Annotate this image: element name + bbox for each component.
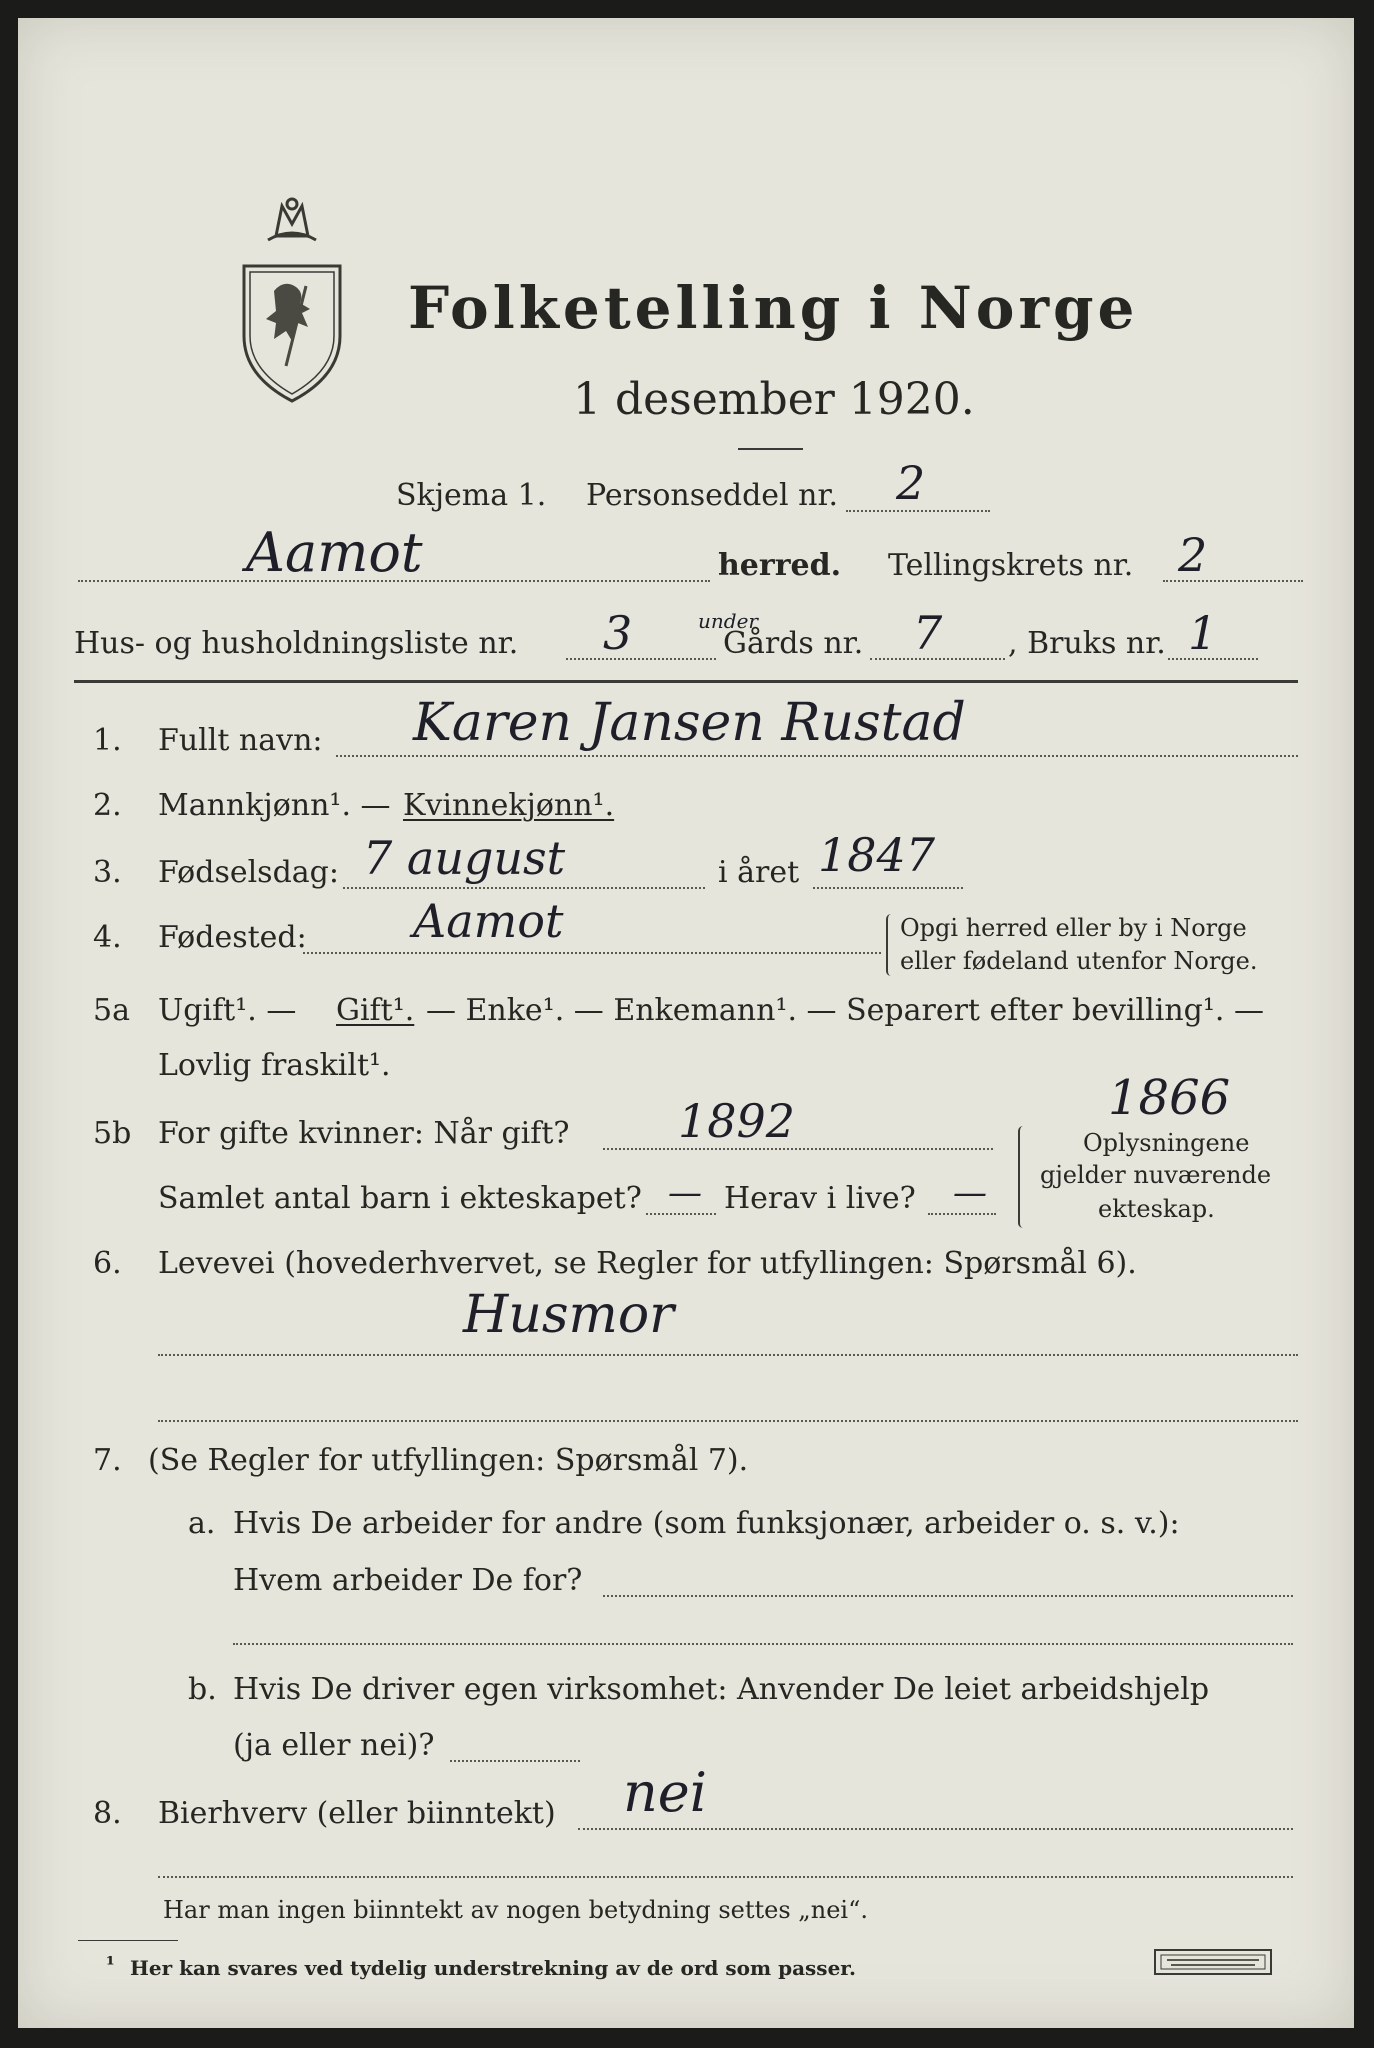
herred-value: Aamot bbox=[246, 521, 423, 584]
hus-label: Hus- og husholdningsliste nr. bbox=[74, 626, 519, 661]
personseddel-line bbox=[846, 510, 990, 512]
q3-day-value: 7 august bbox=[363, 831, 566, 885]
q3-day-line bbox=[343, 887, 705, 889]
q7a-line2: Hvem arbeider De for? bbox=[233, 1563, 583, 1598]
census-date: 1 desember 1920. bbox=[573, 374, 975, 425]
q5b-corrected: 1866 bbox=[1108, 1070, 1231, 1126]
q4-number: 4. bbox=[93, 920, 122, 955]
q3-number: 3. bbox=[93, 855, 122, 890]
q6-line1 bbox=[158, 1354, 1298, 1356]
q8-label: Bierhverv (eller biinntekt) bbox=[158, 1796, 556, 1831]
q8-value: nei bbox=[623, 1761, 708, 1824]
q5b-line bbox=[603, 1148, 993, 1150]
hus-line bbox=[566, 658, 716, 660]
q5a-line2: Lovlig fraskilt¹. bbox=[158, 1048, 391, 1083]
norwegian-lion-shield-icon bbox=[236, 196, 348, 406]
q1-value: Karen Jansen Rustad bbox=[413, 693, 966, 753]
q7b-line2: (ja eller nei)? bbox=[233, 1728, 435, 1763]
q5b-note-line2: gjelder nuværende bbox=[1040, 1161, 1272, 1189]
footnote-mark: ¹ bbox=[106, 1952, 115, 1976]
gards-value: 7 bbox=[913, 606, 943, 660]
q5b-alive-value: — bbox=[953, 1173, 987, 1213]
q8-number: 8. bbox=[93, 1796, 122, 1831]
q5b-value: 1892 bbox=[678, 1094, 796, 1148]
tellingskrets-label: Tellingskrets nr. bbox=[888, 548, 1134, 583]
q4-note-line2: eller fødeland utenfor Norge. bbox=[900, 947, 1258, 975]
q5b-alive-label: Herav i live? bbox=[724, 1181, 916, 1216]
personseddel-value: 2 bbox=[896, 456, 926, 510]
header-divider bbox=[74, 680, 1298, 683]
q5b-children-value: — bbox=[668, 1173, 702, 1213]
q7a-number: a. bbox=[188, 1506, 216, 1541]
tellingskrets-value: 2 bbox=[1178, 528, 1208, 582]
q3-year-label: i året bbox=[718, 855, 800, 890]
q4-line bbox=[303, 952, 881, 954]
gards-label: Gårds nr. bbox=[723, 626, 864, 661]
form-title: Folketelling i Norge bbox=[408, 274, 1139, 342]
census-form-sheet bbox=[18, 18, 1354, 2028]
q5b-number: 5b bbox=[93, 1116, 132, 1151]
q7b-answer-line bbox=[450, 1760, 580, 1762]
personseddel-label: Personseddel nr. bbox=[586, 478, 839, 513]
q2-female: Kvinnekjønn¹. bbox=[403, 788, 615, 823]
footnote-text: Her kan svares ved tydelig understrekning av de ord som passer. bbox=[130, 1956, 856, 1980]
printer-stamp-icon bbox=[1153, 1948, 1273, 1976]
q8-line bbox=[578, 1828, 1293, 1830]
title-divider bbox=[738, 448, 803, 450]
q6-number: 6. bbox=[93, 1246, 122, 1281]
q6-line2 bbox=[158, 1420, 1298, 1422]
q1-number: 1. bbox=[93, 723, 122, 758]
q4-label: Fødested: bbox=[158, 920, 307, 955]
q4-value: Aamot bbox=[413, 894, 564, 948]
skjema-label: Skjema 1. bbox=[396, 478, 547, 513]
q7a-answer-line1 bbox=[603, 1595, 1293, 1597]
q7a-answer-line2 bbox=[233, 1643, 1293, 1645]
q6-label: Levevei (hovederhvervet, se Regler for utfyllingen: Spørsmål 6). bbox=[158, 1246, 1137, 1281]
q7a-line1: Hvis De arbeider for andre (som funksjonær, arbeider o. s. v.): bbox=[233, 1506, 1180, 1541]
q7b-number: b. bbox=[188, 1672, 217, 1707]
q1-line bbox=[336, 755, 1298, 757]
q3-label: Fødselsdag: bbox=[158, 855, 339, 890]
q6-value: Husmor bbox=[463, 1285, 674, 1345]
q7b-line1: Hvis De driver egen virksomhet: Anvender De leiet arbeidshjelp bbox=[233, 1672, 1210, 1707]
q5b-note-line1: Oplysningene bbox=[1083, 1129, 1250, 1157]
footnote-divider bbox=[78, 1940, 178, 1941]
q2-number: 2. bbox=[93, 788, 122, 823]
q3-year-value: 1847 bbox=[818, 828, 936, 882]
q1-label: Fullt navn: bbox=[158, 723, 323, 758]
q3-year-line bbox=[813, 887, 963, 889]
q7-label: (Se Regler for utfyllingen: Spørsmål 7). bbox=[148, 1443, 749, 1478]
bruks-value: 1 bbox=[1188, 606, 1218, 660]
q2-male: Mannkjønn¹. — bbox=[158, 788, 391, 823]
q5a-gift: Gift¹. bbox=[336, 993, 415, 1028]
q4-note-line1: Opgi herred eller by i Norge bbox=[900, 914, 1247, 942]
q5b-children-label: Samlet antal barn i ekteskapet? bbox=[158, 1181, 642, 1216]
q5b-note-line3: ekteskap. bbox=[1098, 1195, 1215, 1223]
q8-line2 bbox=[158, 1876, 1293, 1878]
bruks-label: , Bruks nr. bbox=[1008, 626, 1166, 661]
q5b-note-brace bbox=[1018, 1126, 1028, 1228]
q5a-rest: — Enke¹. — Enkemann¹. — Separert efter bevilling¹. — bbox=[426, 993, 1264, 1028]
herred-label: herred. bbox=[718, 548, 842, 583]
q5b-label: For gifte kvinner: Når gift? bbox=[158, 1116, 570, 1151]
q5a-ugift: Ugift¹. — bbox=[158, 993, 297, 1028]
q5a-number: 5a bbox=[93, 993, 130, 1028]
q4-note-brace bbox=[886, 914, 896, 976]
footer-note: Har man ingen biinntekt av nogen betydning settes „nei“. bbox=[163, 1896, 868, 1924]
q7-number: 7. bbox=[93, 1443, 122, 1478]
hus-note: under bbox=[698, 609, 758, 633]
hus-value: 3 bbox=[603, 606, 633, 660]
